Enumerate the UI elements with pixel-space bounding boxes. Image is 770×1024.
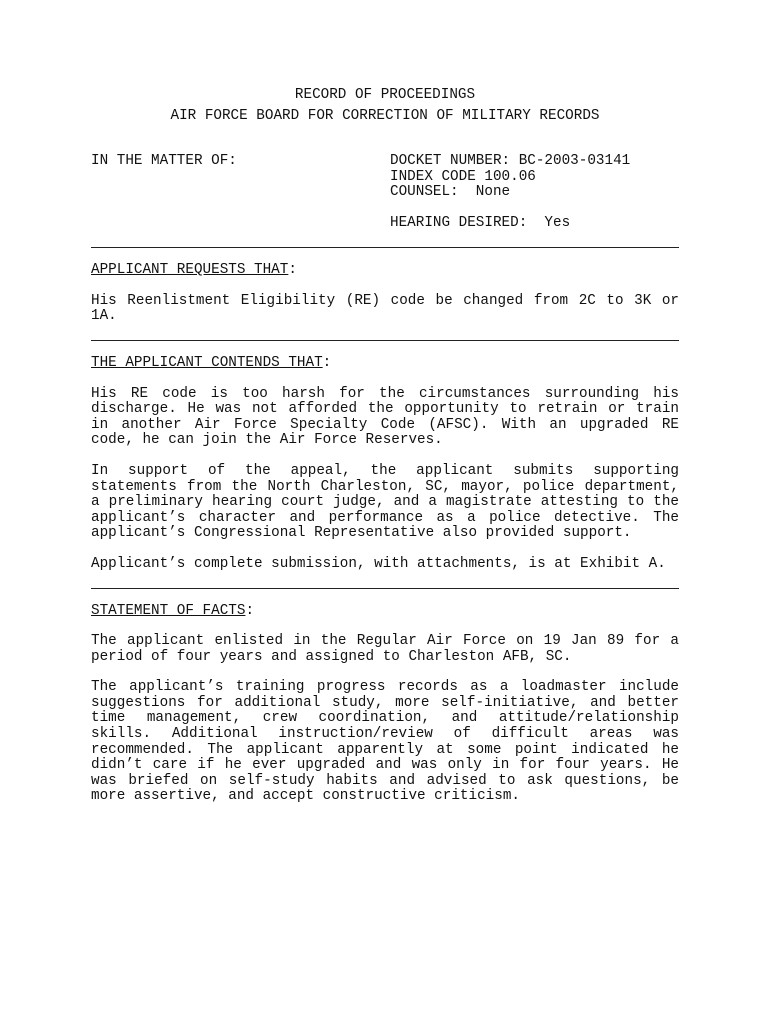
document-page bbox=[91, 88, 679, 805]
spacer bbox=[390, 201, 680, 216]
section-heading-requests: APPLICANT REQUESTS THAT: bbox=[91, 262, 297, 279]
index-code: INDEX CODE 100.06 bbox=[390, 168, 536, 185]
section-heading-facts: STATEMENT OF FACTS: bbox=[91, 602, 255, 619]
matter-label: IN THE MATTER OF: bbox=[91, 153, 237, 170]
paragraph: His Reenlistment Eligibility (RE) code be changed from 2C to 3K or 1A. bbox=[91, 292, 679, 325]
divider bbox=[91, 247, 679, 248]
matter-block bbox=[91, 154, 679, 232]
board-title: AIR FORCE BOARD FOR CORRECTION OF MILITARY RECORDS bbox=[170, 107, 600, 124]
paragraph: The applicant’s training progress records as a loadmaster include suggestions for additional study, more self-initiative, and better time management, crew coordination, and attitude/relationship skills. Additional instruction/review of difficult areas was recommended. The applicant apparently at some point indicated he didn’t care if he ever upgraded and was only in for four years. He was briefed on self-study habits and advised to ask questions, be more assertive, and accept constructive criticism. bbox=[91, 679, 679, 805]
divider bbox=[91, 340, 679, 341]
section-heading-contends: THE APPLICANT CONTENDS THAT: bbox=[91, 354, 332, 371]
paragraph: In support of the appeal, the applicant submits supporting statements from the North Charleston, SC, mayor, police department, a preliminary hearing court judge, and a magistrate attesting to the applicant’s character and performance as a police detective. The applicant’s Congressional Representative also provided support. bbox=[91, 462, 679, 542]
divider bbox=[91, 588, 679, 589]
record-title: RECORD OF PROCEEDINGS bbox=[294, 87, 476, 103]
paragraph: His RE code is too harsh for the circumstances surrounding his discharge. He was not afforded the opportunity to retrain or train in another Air Force Specialty Code (AFSC). With an upgraded RE code, he can join the Air Force Reserves. bbox=[91, 385, 679, 449]
section-heading-text: THE APPLICANT CONTENDS THAT bbox=[91, 354, 323, 371]
section-heading-text: STATEMENT OF FACTS bbox=[91, 602, 246, 619]
docket-number: DOCKET NUMBER: BC-2003-03141 bbox=[390, 153, 631, 170]
paragraph: Applicant’s complete submission, with attachments, is at Exhibit A. bbox=[91, 555, 666, 572]
section-heading-text: APPLICANT REQUESTS THAT bbox=[91, 262, 289, 279]
hearing-desired: HEARING DESIRED: Yes bbox=[390, 214, 571, 231]
paragraph: The applicant enlisted in the Regular Air Force on 19 Jan 89 for a period of four years and assigned to Charleston AFB, SC. bbox=[91, 633, 679, 665]
case-info bbox=[390, 154, 680, 231]
counsel: COUNSEL: None bbox=[390, 184, 511, 201]
